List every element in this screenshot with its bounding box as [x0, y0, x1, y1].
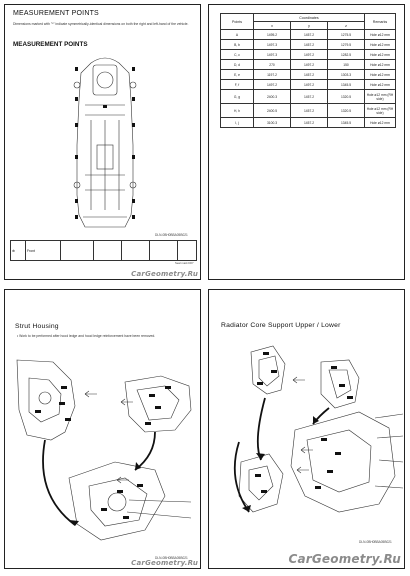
small-reference: Seal mark D07 — [175, 261, 194, 265]
cell-x: 2400.5 — [254, 104, 291, 118]
cell-point: C, c — [221, 50, 254, 60]
cell-point: D, d — [221, 60, 254, 70]
watermark: CarGeometry.Ru — [288, 552, 401, 566]
cell-remark: Hole ø12 mm (RH side) — [365, 104, 396, 118]
column-subheader: x — [254, 22, 291, 30]
table-row — [221, 80, 396, 90]
cell-z: 150 — [328, 60, 365, 70]
cell-point: I, j — [221, 118, 254, 128]
page-title: MEASUREMENT POINTS — [13, 10, 99, 17]
table-row — [221, 90, 396, 104]
reference-code: DLN-0BH0BBA05B021 — [155, 556, 188, 560]
manual-page-measurement-points — [4, 4, 201, 280]
table-header-row — [221, 14, 396, 22]
column-header: Points — [221, 14, 254, 30]
cell-z: 1320.5 — [328, 90, 365, 104]
manual-page-radiator-core-support — [208, 289, 405, 569]
bullet-icon: • — [17, 334, 19, 338]
cell-point: B, b — [221, 40, 254, 50]
cell-x: 1497.3 — [254, 50, 291, 60]
cell-point: F, f — [221, 80, 254, 90]
legend-symbol-cell — [11, 241, 26, 261]
legend-label: Front — [26, 241, 61, 261]
cell-x: 2400.3 — [254, 90, 291, 104]
cell-point: G, g — [221, 90, 254, 104]
cell-y: 1497.2 — [291, 80, 328, 90]
cell-y: 1497.2 — [291, 60, 328, 70]
column-header: Remarks — [365, 14, 396, 30]
underbody-diagram — [5, 5, 201, 280]
cell-z: 1303.3 — [328, 70, 365, 80]
cell-y: 1457.2 — [291, 30, 328, 40]
section-title: Strut Housing — [15, 323, 59, 330]
cell-remark: Hole ø12 mm — [365, 70, 396, 80]
cell-z: 1345.5 — [328, 118, 365, 128]
legend-table — [10, 240, 197, 261]
table-row — [221, 50, 396, 60]
cell-y: 1497.2 — [291, 50, 328, 60]
cell-y: 1457.2 — [291, 118, 328, 128]
column-subheader: y — [291, 22, 328, 30]
legend-cell — [61, 241, 94, 261]
intro-text: Dimensions marked with "*" indicate symmetrically-identical dimensions on both the right and left-hand of the vehicle. — [13, 22, 189, 26]
cell-remark: Hole ø12 mm — [365, 30, 396, 40]
cell-remark: Hole ø12 mm — [365, 60, 396, 70]
cell-remark: Hole ø12 mm — [365, 118, 396, 128]
table-row — [221, 30, 396, 40]
cell-z: 1320.5 — [328, 104, 365, 118]
legend-cell — [178, 241, 197, 261]
bullet-label: Work to be performed after hood ledge and hood ledge reinforcement have been removed. — [19, 334, 156, 338]
cell-z: 1275.5 — [328, 30, 365, 40]
cell-y: 1457.2 — [291, 40, 328, 50]
manual-page-coordinates-table — [208, 4, 405, 280]
cell-remark: Hole ø12 mm — [365, 40, 396, 50]
cell-x: 1495.2 — [254, 30, 291, 40]
cell-x: 1497.2 — [254, 80, 291, 90]
section-title: MEASUREMENT POINTS — [13, 41, 88, 48]
reference-code: DLN-0BH0BBA05B021 — [155, 233, 188, 237]
cell-y: 1457.2 — [291, 70, 328, 80]
cell-z: 1345.5 — [328, 80, 365, 90]
cell-remark: Hole ø12 mm (RH side) — [365, 90, 396, 104]
cell-point: H, h — [221, 104, 254, 118]
radiator-core-support-diagram — [209, 290, 405, 569]
cell-x: 1197.2 — [254, 70, 291, 80]
section-title: Radiator Core Support Upper / Lower — [221, 322, 341, 329]
legend-cell — [150, 241, 178, 261]
watermark: CarGeometry.Ru — [131, 270, 198, 278]
table-row — [221, 118, 396, 128]
cell-z: 1282.5 — [328, 50, 365, 60]
cell-y: 1457.2 — [291, 90, 328, 104]
table-row — [221, 40, 396, 50]
cell-point: E, e — [221, 70, 254, 80]
manual-page-strut-housing — [4, 289, 201, 569]
strut-housing-diagram — [5, 290, 201, 569]
watermark: CarGeometry.Ru — [131, 559, 198, 567]
column-header: Coordinates — [254, 14, 365, 22]
table-row — [221, 104, 396, 118]
cell-x: 1497.3 — [254, 40, 291, 50]
cell-point: A — [221, 30, 254, 40]
legend-cell — [94, 241, 122, 261]
cell-y: 1457.2 — [291, 104, 328, 118]
cell-z: 1279.5 — [328, 40, 365, 50]
reference-code: DLN-0BH0BBA05B021 — [359, 540, 392, 544]
coordinates-table — [220, 13, 396, 128]
cell-remark: Hole ø12 mm — [365, 50, 396, 60]
legend-cell — [122, 241, 150, 261]
measurement-point-icon: ⊕ — [12, 248, 15, 253]
cell-x: 270 — [254, 60, 291, 70]
table-row — [221, 60, 396, 70]
cell-x: 3100.3 — [254, 118, 291, 128]
table-row — [221, 70, 396, 80]
column-subheader: z — [328, 22, 365, 30]
cell-remark: Hole ø12 mm — [365, 80, 396, 90]
